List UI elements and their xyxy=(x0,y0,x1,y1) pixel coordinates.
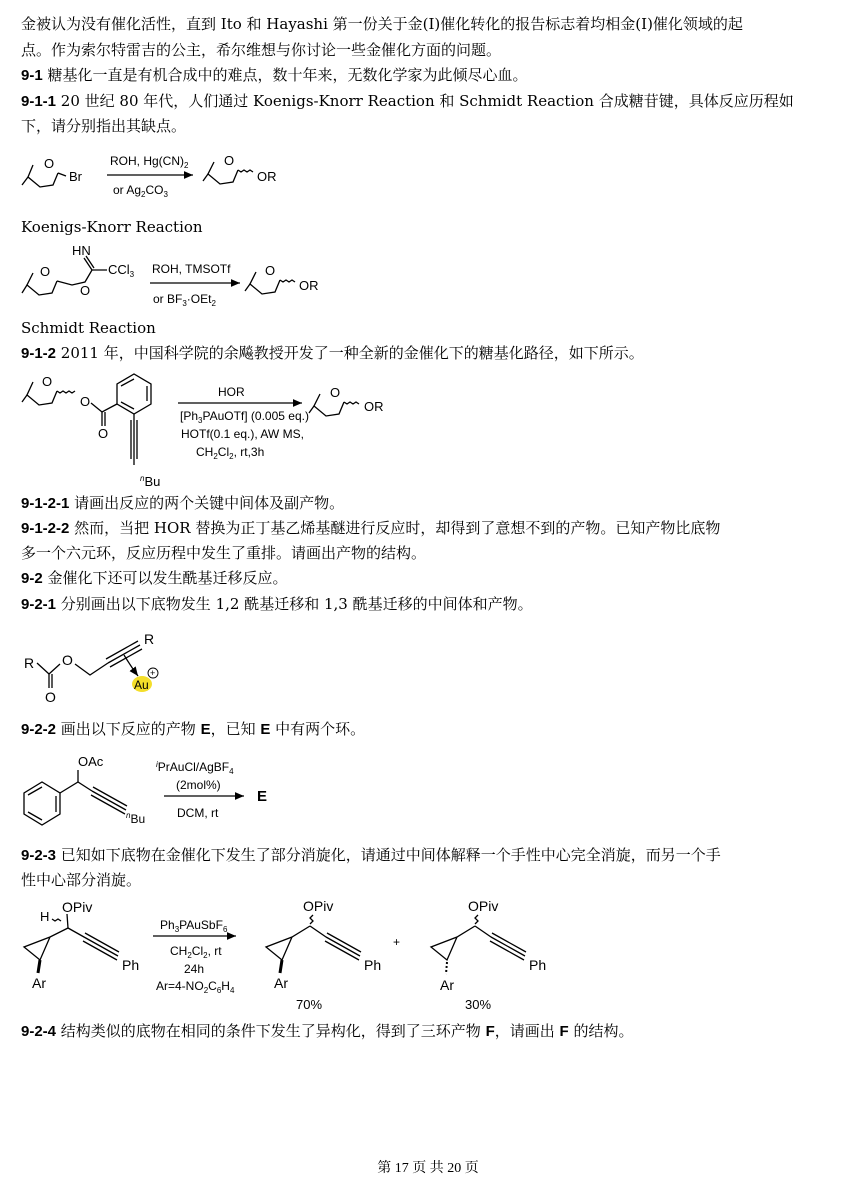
c-n-double-bond xyxy=(84,256,94,270)
wavy-bond xyxy=(310,915,313,924)
product2-opiv: OPiv xyxy=(468,898,499,914)
condition-loading: (2mol%) xyxy=(176,778,221,792)
phenyl-ring xyxy=(24,782,60,825)
q-text: 然而，当把 HOR 替换为正丁基乙烯基醚进行反应时，却得到了意想不到的产物。已知产物比底物 xyxy=(69,519,721,537)
product2-ar: Ar xyxy=(440,977,454,993)
ester-bonds xyxy=(91,403,117,412)
q-number: 9-2-3 xyxy=(21,847,57,864)
product-e-label: E xyxy=(257,788,268,805)
n-butyl-label: $^n$Bu xyxy=(140,474,161,489)
koenigs-knorr-label: Koenigs-Knorr Reaction xyxy=(21,218,203,236)
q-number: 9-2-4 xyxy=(21,1023,57,1040)
q-text: 分别画出以下底物发生 1,2 酰基迁移和 1,3 酰基迁移的中间体和产物。 xyxy=(56,595,533,613)
anomeric-wavy-bond xyxy=(238,170,253,172)
wedge-bond xyxy=(38,960,40,973)
q-text: 的结构。 xyxy=(568,1022,634,1040)
phenyl-double-bonds xyxy=(28,787,56,820)
product1-yield: 70% xyxy=(296,997,323,1012)
q-number: 9-1-2 xyxy=(21,345,57,362)
q-number: 9-1-2-1 xyxy=(21,495,70,512)
wavy-bond xyxy=(22,395,27,402)
ring-oxygen: O xyxy=(330,385,341,400)
scheme-racemization xyxy=(24,898,546,1012)
ring-oxygen: O xyxy=(224,153,235,168)
product-label-e: E xyxy=(260,721,271,738)
wavy-bond xyxy=(475,915,478,924)
product-label-f: F xyxy=(559,1023,569,1040)
product-or: OR xyxy=(257,169,277,184)
c-br-bond xyxy=(58,173,66,176)
r-group: R xyxy=(144,631,155,647)
schmidt-label: Schmidt Reaction xyxy=(21,319,156,337)
product-label-e: E xyxy=(200,721,211,738)
alkyne-bond xyxy=(91,787,127,814)
q-number: 9-1-1 xyxy=(21,93,57,110)
ph-label: Ph xyxy=(122,957,140,973)
ester-oxygen: O xyxy=(80,394,91,409)
hashed-bond xyxy=(446,962,447,974)
condition-catalyst: $[Ph_3PAuOTf]$ (0.005 eq.) xyxy=(180,409,309,425)
opiv-label: OPiv xyxy=(62,899,93,915)
product1-ar: Ar xyxy=(274,975,288,991)
condition-solvent: $CH_2Cl_2$, rt xyxy=(170,944,222,960)
alkyne-chain xyxy=(68,928,119,960)
carbonyl-oxygen: O xyxy=(45,689,56,705)
ring-oxygen: O xyxy=(40,264,51,279)
condition-solvent: $CH_2Cl_2$, rt,3h xyxy=(196,445,265,461)
q-text: 画出以下反应的产物 xyxy=(56,720,201,738)
intro-line-1: 金被认为没有催化活性，直到 Ito 和 Hayashi 第一份关于金(I)催化转化的报告标志着均相金(I)催化领域的起 xyxy=(21,15,743,33)
condition-bottom: or $Ag_2CO_3$ xyxy=(113,183,168,199)
condition-time: 24h xyxy=(184,962,205,976)
page-footer: 第 17 页 共 20 页 xyxy=(377,1161,479,1176)
q-number: 9-2 xyxy=(21,570,43,587)
coordination-arrow xyxy=(124,655,138,676)
wavy-bond xyxy=(245,284,250,291)
anomeric-wavy-bond xyxy=(57,391,75,393)
product-label-f: F xyxy=(485,1023,495,1040)
product1-ph: Ph xyxy=(364,957,382,973)
nh-label: HN xyxy=(72,243,91,258)
q9-1-1-line-2: 下，请分别指出其缺点。 xyxy=(21,117,187,135)
alkyne-bond xyxy=(131,414,137,465)
intro-line-2: 点。作为索尔特雷吉的公主，希尔维想与你讨论一些金催化方面的问题。 xyxy=(21,41,502,59)
product2-ph: Ph xyxy=(529,957,547,973)
carbonyl-bond xyxy=(49,674,52,688)
propargyl-chain xyxy=(75,663,108,675)
condition-hor: HOR xyxy=(218,385,245,399)
wedge-bond xyxy=(280,960,282,973)
condition-solvent: DCM, rt xyxy=(177,806,219,820)
condition-bottom: or $BF_3\cdot OEt_2$ xyxy=(153,292,216,308)
c-opiv-bond xyxy=(67,914,68,928)
benzene-double-bonds xyxy=(121,379,147,409)
oac-label: OAc xyxy=(78,754,104,769)
condition-catalyst: $Ph_3PAuSbF_6$ xyxy=(160,918,228,934)
carbonyl-oxygen: O xyxy=(98,426,109,441)
condition-catalyst: $^i$PrAuCl/AgBF$_4$ xyxy=(156,760,234,776)
wavy-bond xyxy=(22,285,27,293)
q-text: 糖基化一直是有机合成中的难点，数十年来，无数化学家为此倾尽心血。 xyxy=(42,66,528,84)
scheme-gold-glycosylation xyxy=(22,374,384,489)
ring-oxygen: O xyxy=(265,263,276,278)
ar-label: Ar xyxy=(32,975,46,991)
benzene-ring xyxy=(117,374,151,414)
ester-oxygen: O xyxy=(62,652,73,668)
q-text: ，请画出 xyxy=(494,1022,560,1040)
product1-opiv: OPiv xyxy=(303,898,334,914)
wavy-bond xyxy=(203,174,208,181)
q-text: 中有两个环。 xyxy=(270,720,366,738)
q-text: 结构类似的底物在相同的条件下发生了异构化，得到了三环产物 xyxy=(56,1022,486,1040)
plus-sign: + xyxy=(393,935,401,949)
alkyne-bond xyxy=(106,641,142,667)
r-group: R xyxy=(24,655,35,671)
product-or: OR xyxy=(299,278,319,293)
condition-acid: HOTf(0.1 eq.), AW MS, xyxy=(181,427,304,441)
wavy-bond xyxy=(309,406,314,413)
scheme-acyl-migration-substrate xyxy=(24,631,158,705)
product1-cyclopropane xyxy=(266,926,310,960)
ester-oxygen: O xyxy=(80,283,91,298)
scheme-koenigs-knorr xyxy=(22,153,277,199)
ring-oxygen: O xyxy=(42,374,53,389)
gold-label: Au xyxy=(134,678,149,692)
charge-plus: + xyxy=(150,668,156,678)
product2-alkyne xyxy=(475,926,526,960)
q-text: 已知如下底物在金催化下发生了部分消旋化，请通过中间体解释一个手性中心完全消旋，而另一个手 xyxy=(56,846,721,864)
q-number: 9-2-1 xyxy=(21,596,57,613)
n-butyl-label: $^n$Bu xyxy=(126,811,146,826)
product2-cyclopropane xyxy=(431,926,475,960)
wavy-bond xyxy=(22,177,28,185)
ring-oxygen: O xyxy=(44,156,55,171)
product2-yield: 30% xyxy=(465,997,492,1012)
condition-top: ROH, TMSOTf xyxy=(152,262,231,276)
q-text: 金催化下还可以发生酰基迁移反应。 xyxy=(42,569,288,587)
q-number: 9-1 xyxy=(21,67,43,84)
q-text: ，已知 xyxy=(210,720,261,738)
condition-ar: $Ar=4-NO_2C_6H_4$ xyxy=(156,979,235,995)
anomeric-wavy-bond xyxy=(280,280,295,282)
product1-alkyne xyxy=(310,926,361,960)
q-text: 20 世纪 80 年代，人们通过 Koenigs-Knorr Reaction 和 Schmidt Reaction 合成糖苷键，具体反应历程如 xyxy=(56,92,794,110)
bromo-label: Br xyxy=(69,169,82,184)
q-number: 9-1-2-2 xyxy=(21,520,70,537)
propargyl-chain xyxy=(60,782,92,793)
condition-top: ROH, $Hg(CN)_2$ xyxy=(110,154,189,170)
cyclopropane xyxy=(24,928,68,960)
q-text: 请画出反应的两个关键中间体及副产物。 xyxy=(69,494,345,512)
anomeric-wavy-bond xyxy=(344,402,359,404)
q-number: 9-2-2 xyxy=(21,721,57,738)
q-text: 2011 年，中国科学院的余飚教授开发了一种全新的金催化下的糖基化路径，如下所示。 xyxy=(56,344,644,362)
q9-1-2-2-line-2: 多一个六元环，反应历程中发生了重排。请画出产物的结构。 xyxy=(21,544,427,562)
scheme-product-e xyxy=(24,754,267,826)
carbonyl-bond xyxy=(102,412,105,426)
ccl3-label: CCl$_3$ xyxy=(108,262,135,279)
hashed-bond xyxy=(52,919,61,921)
scheme-schmidt xyxy=(22,243,319,308)
hydrogen-label: H xyxy=(40,909,50,924)
product-or: OR xyxy=(364,399,384,414)
q9-2-3-line-2: 性中心部分消旋。 xyxy=(21,871,142,889)
acyl-bonds xyxy=(37,663,60,674)
